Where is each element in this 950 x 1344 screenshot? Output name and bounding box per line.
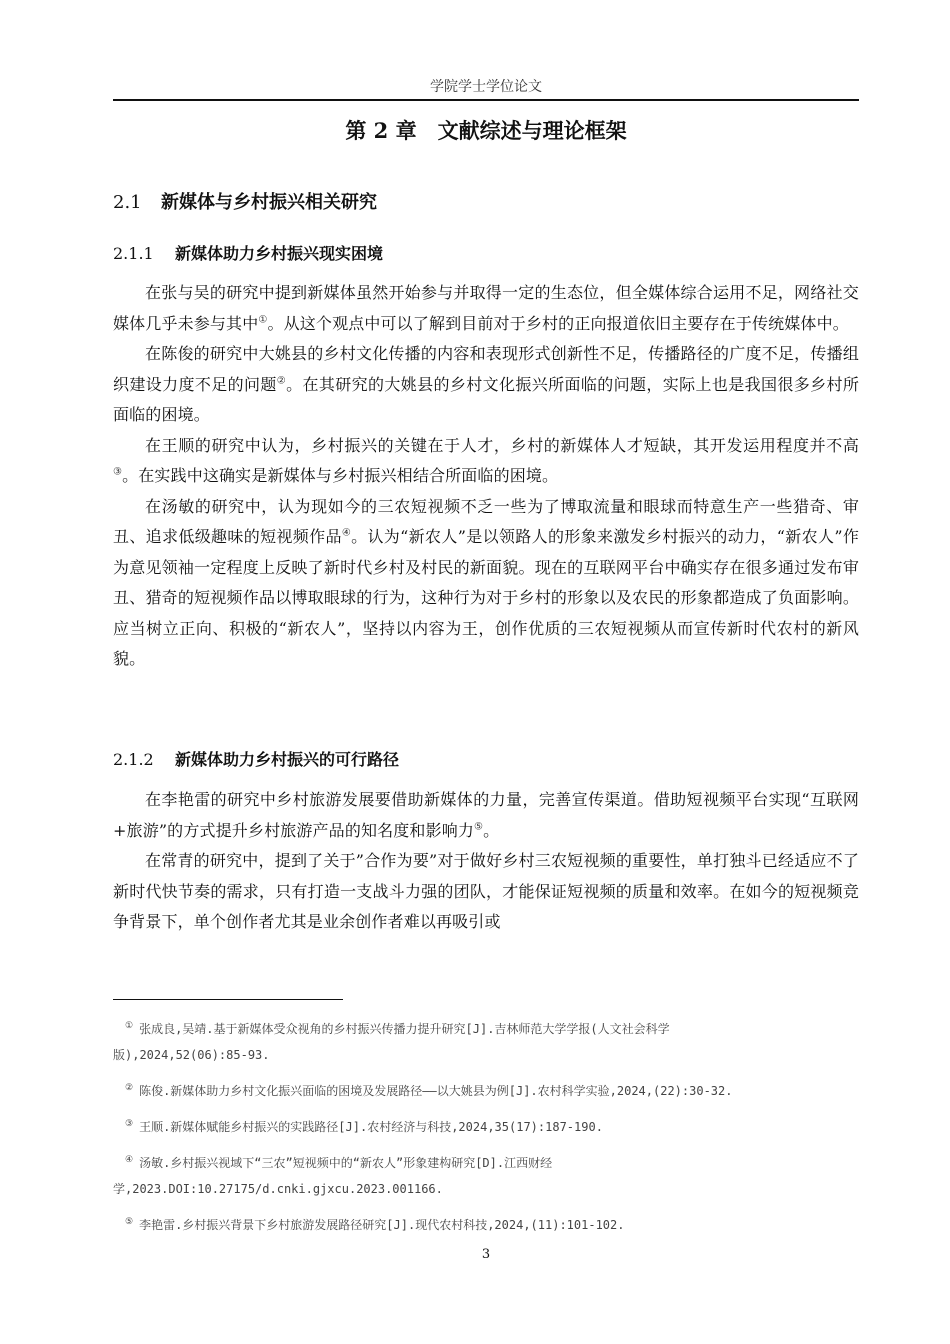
section-heading [113,188,859,214]
footnote-ref: ① [258,314,268,326]
subsection-title: 新媒体助力乡村振兴现实困境 [175,244,384,263]
footnote-rule [113,999,343,1000]
footnote-ref: ④ [341,527,352,539]
subsection-heading-1 [113,241,859,264]
footnote: ① 张成良,吴靖.基于新媒体受众视角的乡村振兴传播力提升研究[J].吉林师范大学学报(人文社会科学 版),2024,52(06):85-93. [113,1021,670,1062]
subsection-heading-2 [113,747,859,770]
footnote: ③ 王顺.新媒体赋能乡村振兴的实践路径[J].农村经济与科技,2024,35(17):187-190. [125,1119,603,1134]
footnote: ⑤ 李艳雷.乡村振兴背景下乡村旅游发展路径研究[J].现代农村科技,2024,(11):101-102. [125,1217,625,1232]
subsection-number: 2.1.1 [113,244,154,263]
page-number: 3 [481,1247,491,1262]
section-number: 2.1 [113,192,142,213]
running-header: 学院学士学位论文 [430,79,542,95]
paragraph: 在汤敏的研究中，认为现如今的三农短视频不乏一些为了博取流量和眼球而特意生产一些猎奇、审丑、追求低级趣味的短视频作品④。认为“新农人”是以领路人的形象来激发乡村振兴的动力，“新农人”作为意见领袖一定程度上反映了新时代乡村及村民的新面貌。现在的互联网平台中确实存在很多通过发布审丑、猎奇的短视频作品以博取眼球的行为，这种行为对于乡村的形象以及农民的形象都造成了负面影响。应当树立正向、积极的“新农人”，坚持以内容为王，创作优质的三农短视频从而宣传新时代农村的新风貌。 [113,496,859,668]
subsection-title: 新媒体助力乡村振兴的可行路径 [175,750,400,769]
footnote-ref: ② [276,375,287,387]
paragraph: 在陈俊的研究中大姚县的乡村文化传播的内容和表现形式创新性不足，传播路径的广度不足，传播组织建设力度不足的问题②。在其研究的大姚县的乡村文化振兴所面临的问题，实际上也是我国很多乡村所面临的困境。 [113,344,859,424]
paragraph: 在李艳雷的研究中乡村旅游发展要借助新媒体的力量，完善宣传渠道。借助短视频平台实现“互联网+旅游”的方式提升乡村旅游产品的知名度和影响力⑤。 [113,790,859,840]
footnote-ref: ⑤ [474,821,484,833]
subsection-1-body [113,278,859,675]
subsection-number: 2.1.2 [113,750,154,769]
paragraph: 在常青的研究中，提到了关于”合作为要”对于做好乡村三农短视频的重要性，单打独斗已经适应不了新时代快节奏的需求，只有打造一支战斗力强的团队，才能保证短视频的质量和效率。在如今的短视频竞争背景下，单个创作者尤其是业余创作者难以再吸引或 [113,851,859,931]
chapter-title: 第 2 章 文献综述与理论框架 [345,118,627,143]
footnote: ④ 汤敏.乡村振兴视域下“三农”短视频中的“新农人”形象建构研究[D].江西财经 学,2023.DOI:10.27175/d.cnki.gjxcu.2023.001166. [113,1155,553,1196]
header-rule [113,99,859,101]
paragraph: 在张与吴的研究中提到新媒体虽然开始参与并取得一定的生态位，但全媒体综合运用不足，网络社交媒体几乎未参与其中①。从这个观点中可以了解到目前对于乡村的正向报道依旧主要存在于传统媒体中。 [113,283,859,333]
footnote-ref: ③ [113,466,123,478]
footnote: ② 陈俊.新媒体助力乡村文化振兴面临的困境及发展路径——以大姚县为例[J].农村科学实验,2024,(22):30-32. [125,1083,733,1098]
footnotes [113,1016,859,1248]
section-title: 新媒体与乡村振兴相关研究 [161,192,377,213]
subsection-2-body [113,785,859,938]
paragraph: 在王顺的研究中认为，乡村振兴的关键在于人才，乡村的新媒体人才短缺，其开发运用程度并不高③。在实践中这确实是新媒体与乡村振兴相结合所面临的困境。 [113,435,859,485]
